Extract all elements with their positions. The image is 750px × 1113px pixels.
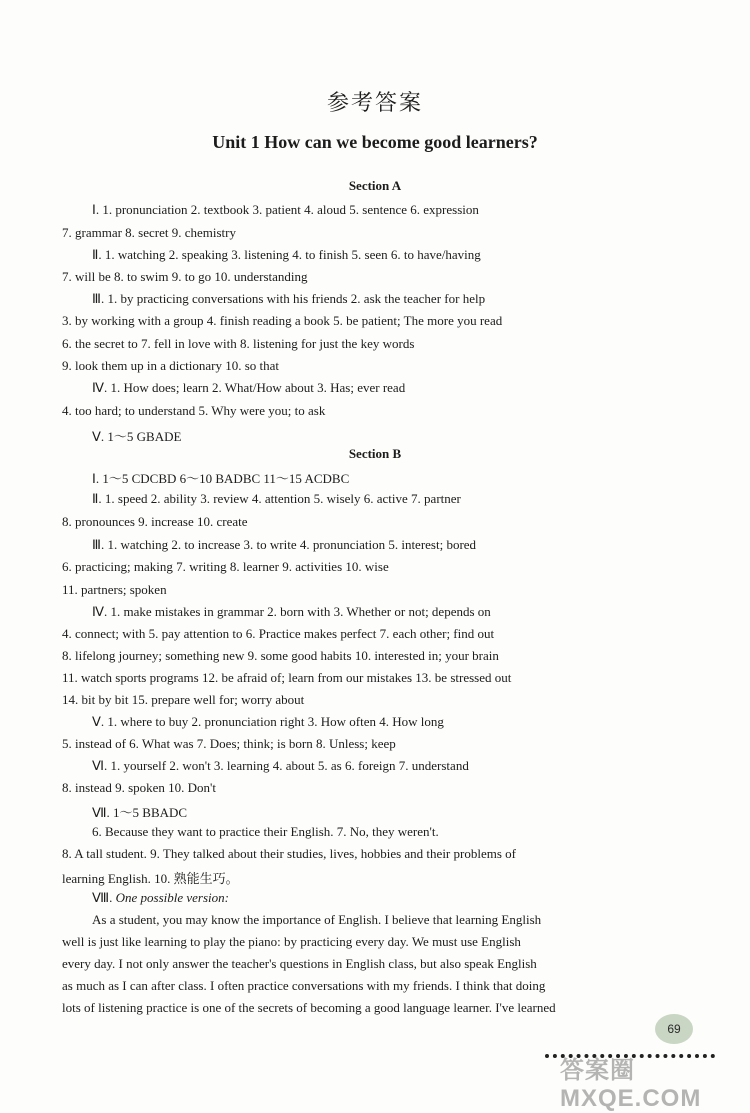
answer-line: Ⅴ. 1. where to buy 2. pronunciation right 3. How often 4. How long	[92, 714, 444, 729]
answer-line: 9. look them up in a dictionary 10. so that	[62, 358, 279, 373]
answer-line: 6. Because they want to practice their English. 7. No, they weren't.	[92, 824, 439, 839]
watermark-logo: 答案圈 MXQE.COM	[560, 1057, 702, 1112]
writing-label: Ⅷ.	[92, 890, 113, 905]
page-title: 参考答案	[326, 91, 423, 116]
answer-line: Ⅰ. 1. pronunciation 2. textbook 3. patient 4. aloud 5. sentence 6. expression	[92, 202, 479, 217]
answer-line: 14. bit by bit 15. prepare well for; worry about	[62, 692, 305, 707]
writing-heading	[92, 890, 229, 906]
answer-line: learning English. 10. 熟能生巧。	[62, 871, 239, 886]
answer-line: 8. pronounces 9. increase 10. create	[62, 514, 248, 529]
answer-line: Ⅱ. 1. watching 2. speaking 3. listening 4. to finish 5. seen 6. to have/having	[92, 247, 481, 262]
essay-line: lots of listening practice is one of the secrets of becoming a good language learner. I've learned	[62, 1000, 556, 1015]
answer-line: 7. grammar 8. secret 9. chemistry	[62, 225, 236, 240]
answer-line: 6. practicing; making 7. writing 8. learner 9. activities 10. wise	[62, 559, 389, 574]
essay-line: every day. I not only answer the teacher's questions in English class, but also speak English	[62, 956, 537, 971]
writing-version: One possible version:	[115, 890, 229, 905]
answer-line: Ⅳ. 1. How does; learn 2. What/How about 3. Has; ever read	[92, 380, 406, 395]
section-a-heading: Section A	[348, 178, 402, 193]
answer-line: Ⅶ. 1～5 BBADC	[92, 805, 188, 820]
page-number: 69	[655, 1014, 693, 1044]
answer-line: Ⅵ. 1. yourself 2. won't 3. learning 4. about 5. as 6. foreign 7. understand	[92, 758, 469, 773]
answer-line: 4. connect; with 5. pay attention to 6. Practice makes perfect 7. each other; find out	[62, 626, 495, 641]
answer-line: 3. by working with a group 4. finish reading a book 5. be patient; The more you read	[62, 313, 503, 328]
answer-line: Ⅲ. 1. watching 2. to increase 3. to write 4. pronunciation 5. interest; bored	[92, 537, 477, 552]
answer-line: 8. A tall student. 9. They talked about their studies, lives, hobbies and their problems of	[62, 846, 516, 861]
answer-line: 11. partners; spoken	[62, 582, 167, 597]
answer-line: 8. lifelong journey; something new 9. some good habits 10. interested in; your brain	[62, 648, 499, 663]
section-b-heading: Section B	[348, 446, 402, 461]
answer-line: Ⅴ. 1～5 GBADE	[92, 429, 182, 444]
answer-line: 4. too hard; to understand 5. Why were you; to ask	[62, 403, 326, 418]
answer-line: 6. the secret to 7. fell in love with 8. listening for just the key words	[62, 336, 415, 351]
answer-line: Ⅲ. 1. by practicing conversations with his friends 2. ask the teacher for help	[92, 291, 486, 306]
answer-line: 5. instead of 6. What was 7. Does; think; is born 8. Unless; keep	[62, 736, 396, 751]
essay-line: as much as I can after class. I often practice conversations with my friends. I think that doing	[62, 978, 546, 993]
answer-line: 8. instead 9. spoken 10. Don't	[62, 780, 216, 795]
answer-line: Ⅰ. 1～5 CDCBD 6～10 BADBC 11～15 ACDBC	[92, 471, 350, 486]
essay-line: well is just like learning to play the piano: by practicing every day. We must use English	[62, 934, 521, 949]
unit-title: Unit 1 How can we become good learners?	[212, 132, 538, 152]
answer-line: Ⅱ. 1. speed 2. ability 3. review 4. attention 5. wisely 6. active 7. partner	[92, 491, 461, 506]
answer-line: Ⅳ. 1. make mistakes in grammar 2. born with 3. Whether or not; depends on	[92, 604, 491, 619]
answer-line: 11. watch sports programs 12. be afraid of; learn from our mistakes 13. be stressed out	[62, 670, 512, 685]
answer-line: 7. will be 8. to swim 9. to go 10. understanding	[62, 269, 308, 284]
essay-line: As a student, you may know the importance of English. I believe that learning English	[92, 912, 542, 927]
